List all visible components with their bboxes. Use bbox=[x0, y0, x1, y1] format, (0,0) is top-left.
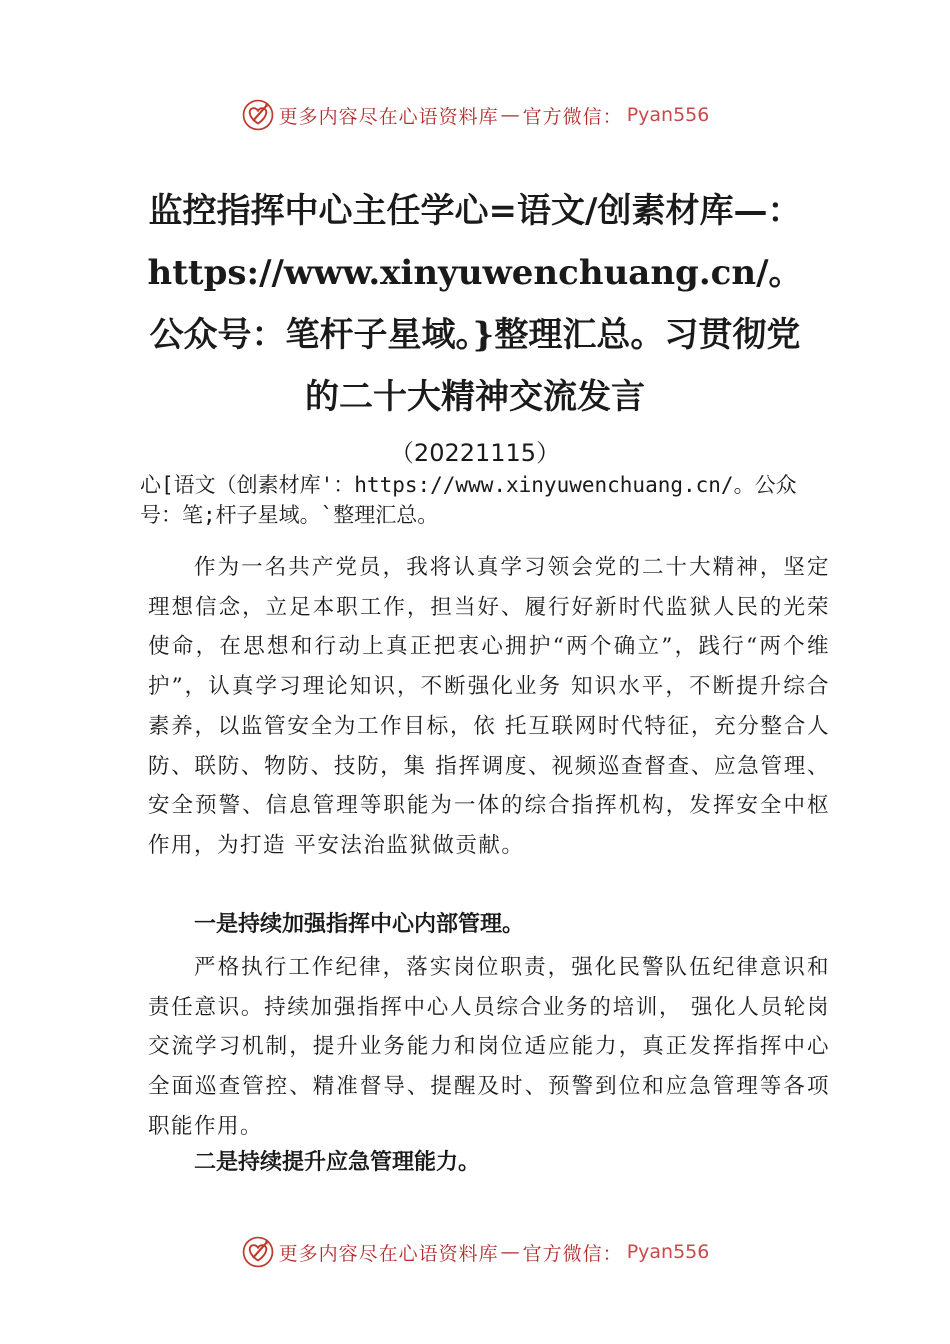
footer-dash: — bbox=[500, 1241, 521, 1263]
document-title: 监控指挥中心主任学心=语文/创素材库—：https://www.xinyuwenchuang.cn/。公众号：笔杆子星域。}整理汇总。习贯彻党的二十大精神交流发言 bbox=[147, 191, 803, 417]
heart-pen-logo-icon bbox=[241, 98, 275, 132]
banner-wechat-label: 官方微信： bbox=[522, 105, 623, 128]
banner-dash: — bbox=[500, 104, 521, 126]
section-heading-1: 一是持续加强指挥中心内部管理。 bbox=[194, 912, 525, 937]
paragraph-intro: 作为一名共产党员，我将认真学习领会党的二十大精神，坚定理想信念，立足本职工作，担当好、履行好新时代监狱人民的光荣使命，在思想和行动上真正把衷心拥护“两个确立”，践行“两个维护”，认真学习理论知识，不断强化业务 知识水平，不断提升综合素养，以监管安全为工作目标，依 托互联网时代特征，充分整合人防、联防、物防、技防，集 指挥调度、视频巡查督查、应急管理、安全预警、信息管理等职能为一体的综合指挥机构，发挥安全中枢作用，为打造 平安法治监狱做贡献。 bbox=[148, 555, 830, 858]
section-heading-2: 二是持续提升应急管理能力。 bbox=[194, 1150, 481, 1175]
paragraph-section-1: 严格执行工作纪律，落实岗位职责，强化民警队伍纪律意识和责任意识。持续加强指挥中心人员综合业务的培训， 强化人员轮岗交流学习机制，提升业务能力和岗位适应能力，真正发挥指挥中心全面巡查管控、精准督导、提醒及时、预警到位和应急管理等各项职能作用。 bbox=[148, 955, 830, 1139]
heart-pen-logo-icon bbox=[241, 1235, 275, 1269]
footer-brand-text: 更多内容尽在心语资料库 bbox=[278, 1242, 499, 1265]
footer-wechat-id: Pyan556 bbox=[626, 1241, 710, 1263]
footer-banner bbox=[0, 1232, 950, 1272]
source-note: 心[语文（创素材库'：https://www.xinyuwenchuang.cn/。公众号：笔;杆子星域。`整理汇总。 bbox=[140, 473, 797, 527]
footer-wechat-label: 官方微信： bbox=[522, 1242, 623, 1265]
banner-brand-text: 更多内容尽在心语资料库 bbox=[278, 105, 499, 128]
document-date: （20221115） bbox=[389, 439, 561, 467]
banner-wechat-id: Pyan556 bbox=[626, 104, 710, 126]
header-banner bbox=[0, 95, 950, 135]
